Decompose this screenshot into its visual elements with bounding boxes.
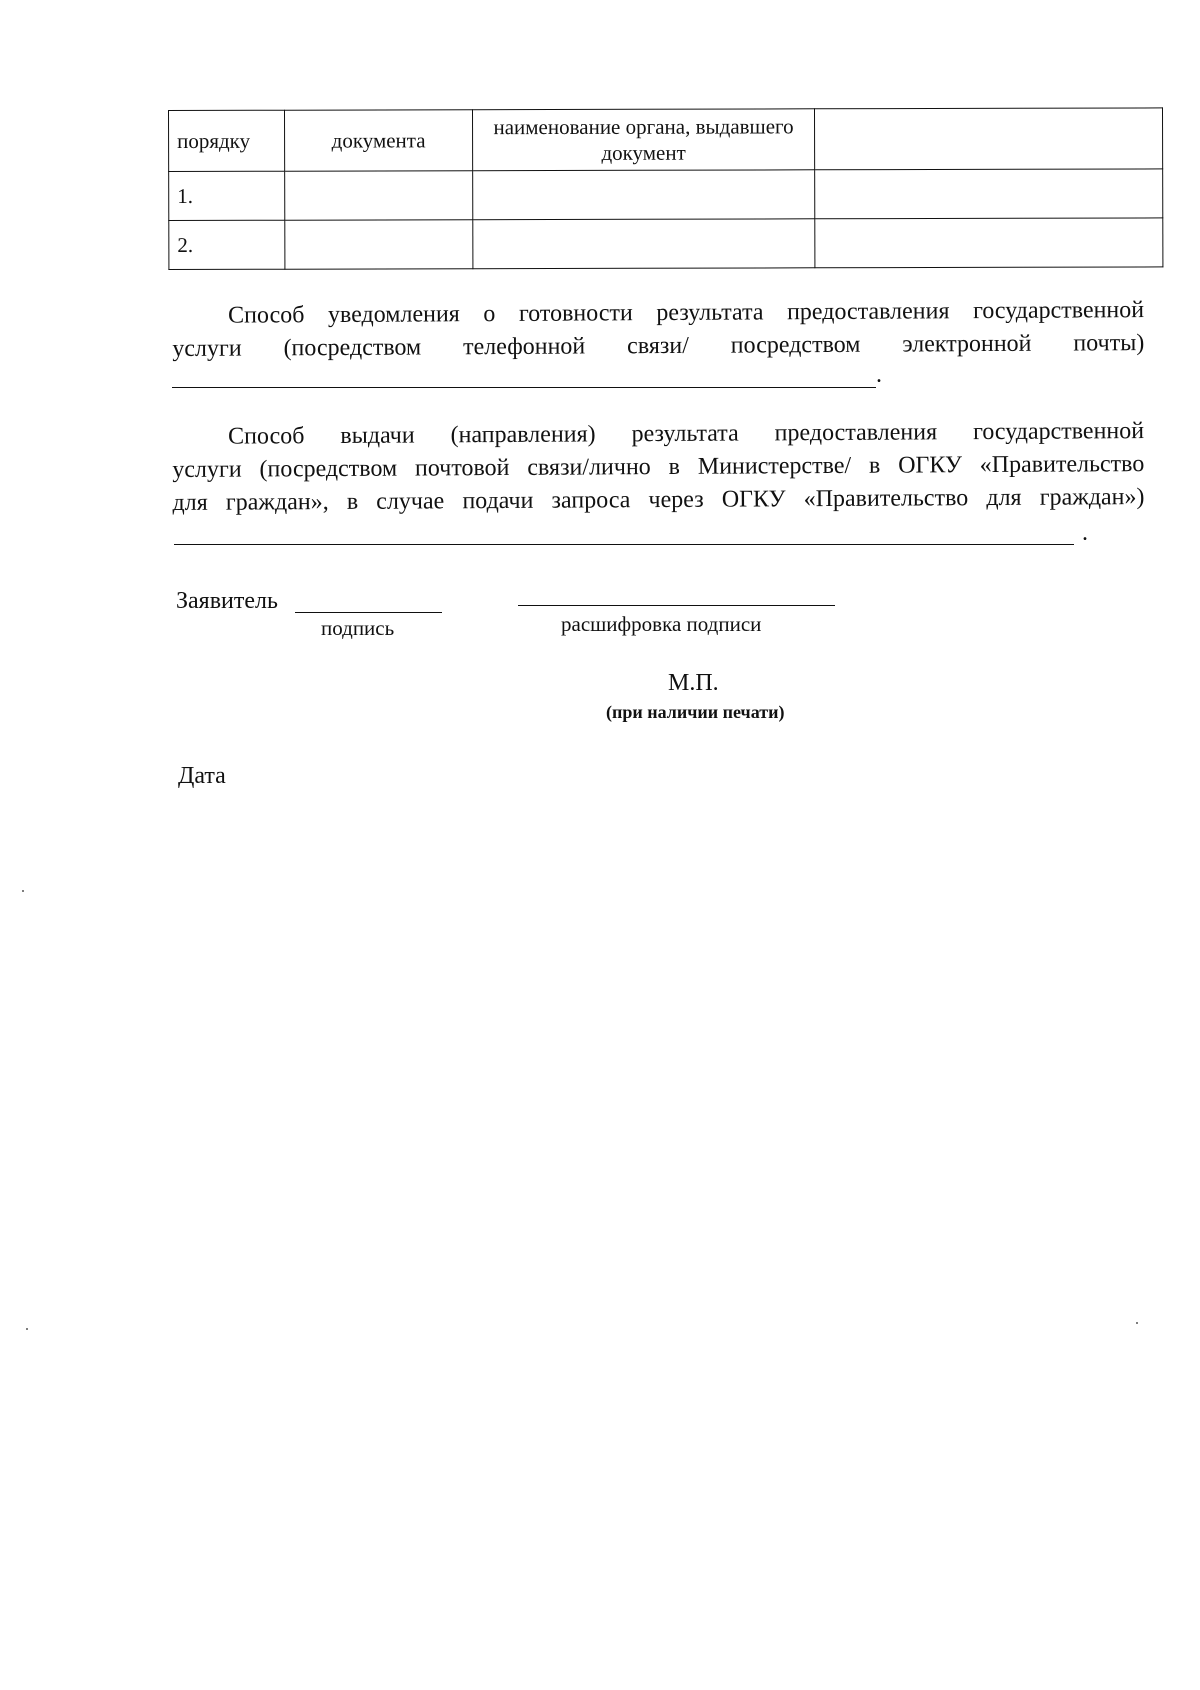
table-row xyxy=(169,218,1163,270)
table-header-cell: документа xyxy=(285,110,473,171)
stamp-note: (при наличии печати) xyxy=(606,702,785,722)
table-row xyxy=(169,169,1163,221)
documents-table xyxy=(168,107,1163,270)
signature-caption: подпись xyxy=(321,616,395,640)
table-cell xyxy=(473,170,815,220)
scan-speck xyxy=(26,1328,28,1330)
table-cell xyxy=(285,171,473,220)
notification-line: Способ уведомления о готовности результата предоставления государственной xyxy=(228,297,1145,329)
decode-caption: расшифровка подписи xyxy=(561,612,762,636)
notification-line: услуги (посредством телефонной связи/ посредством электронной почты) xyxy=(172,330,1145,362)
decode-fill-line[interactable] xyxy=(518,605,835,606)
delivery-line: услуги (посредством почтовой связи/лично в Министерстве/ в ОГКУ «Правительство xyxy=(172,451,1145,483)
table-header-cell: порядку xyxy=(169,110,285,171)
delivery-line: для граждан», в случае подачи запроса через ОГКУ «Правительство для граждан») xyxy=(172,484,1145,516)
table-header-row xyxy=(169,108,1163,172)
table-cell: 1. xyxy=(169,171,285,220)
delivery-end: . xyxy=(1082,520,1088,546)
scan-speck xyxy=(22,890,24,892)
table-cell xyxy=(815,169,1163,219)
table-cell: 2. xyxy=(169,220,285,269)
applicant-label: Заявитель xyxy=(176,588,278,614)
table-header-cell: наименование органа, выдавшего документ xyxy=(473,109,815,171)
delivery-paragraph xyxy=(172,415,1145,520)
notification-fill-line[interactable] xyxy=(172,387,876,388)
table-header-cell xyxy=(814,108,1162,170)
delivery-fill-line[interactable] xyxy=(174,544,1074,545)
stamp-label: М.П. xyxy=(668,670,719,696)
scan-speck xyxy=(1136,1322,1138,1324)
date-label: Дата xyxy=(178,763,226,789)
signature-fill-line[interactable] xyxy=(295,612,442,613)
delivery-line: Способ выдачи (направления) результата предоставления государственной xyxy=(228,418,1145,450)
table-cell xyxy=(285,220,473,269)
notification-paragraph xyxy=(172,294,1144,366)
notification-end: . xyxy=(876,362,882,388)
table-cell xyxy=(473,219,815,269)
table-cell xyxy=(815,218,1163,268)
